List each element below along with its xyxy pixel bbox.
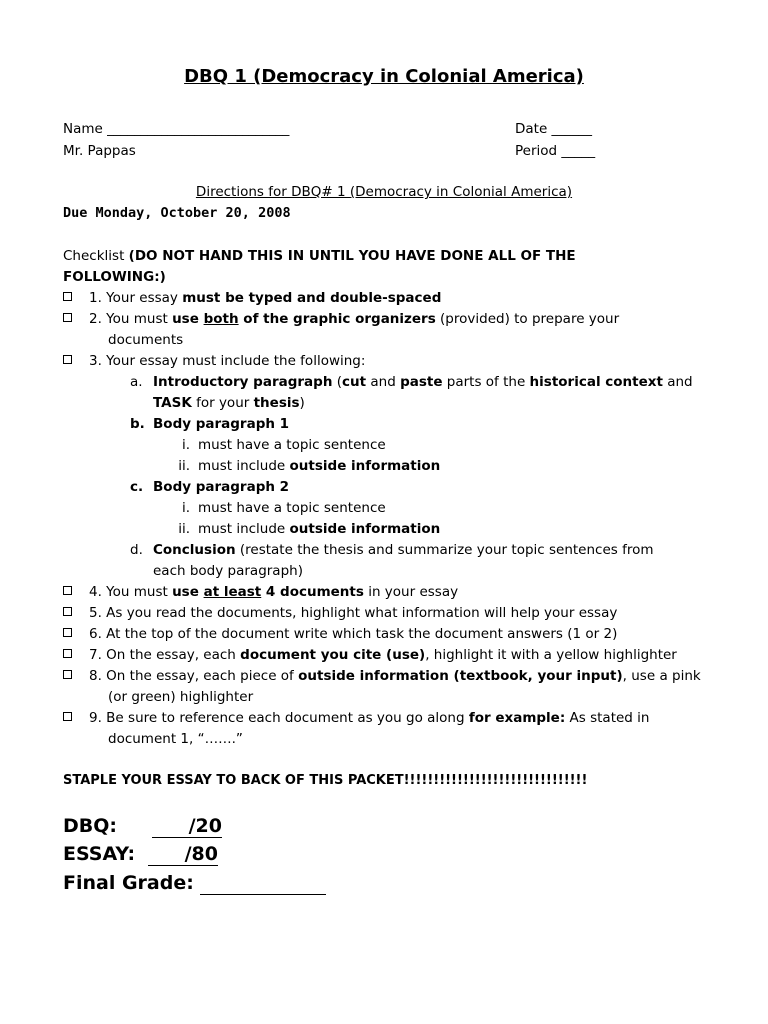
checklist-item-8-cont: (or green) highlighter xyxy=(108,689,254,705)
teacher-name: Mr. Pappas xyxy=(63,143,136,159)
directions-heading: Directions for DBQ# 1 (Democracy in Colonial America) xyxy=(195,184,573,200)
checklist-item-2: 2. You must use both of the graphic organizers (provided) to prepare your xyxy=(63,309,619,330)
checklist-label: Checklist xyxy=(63,248,129,264)
page-title: DBQ 1 (Democracy in Colonial America) xyxy=(184,66,584,87)
essay-score-label: ESSAY: xyxy=(63,843,136,865)
checkbox-icon[interactable] xyxy=(63,670,72,679)
checklist-item-7: 7. On the essay, each document you cite (use), highlight it with a yellow highlighter xyxy=(63,645,677,666)
checkbox-icon[interactable] xyxy=(63,712,72,721)
checklist-item-1: 1. Your essay must be typed and double-spaced xyxy=(63,288,441,309)
subitem-d: Conclusion (restate the thesis and summarize your topic sentences from xyxy=(153,542,654,558)
essay-score-field: /80 xyxy=(148,843,218,866)
subitem-c: Body paragraph 2 xyxy=(153,479,290,495)
subitem-c-ii-label: ii. xyxy=(178,521,190,537)
subitem-a-cont: TASK for your thesis) xyxy=(153,395,305,411)
checklist-item-9: 9. Be sure to reference each document as you go along for example: As stated in xyxy=(63,708,649,729)
checklist-item-3: 3. Your essay must include the following: xyxy=(63,351,365,372)
checkbox-icon[interactable] xyxy=(63,607,72,616)
subitem-b-ii: must include outside information xyxy=(198,458,441,474)
subitem-c-i: must have a topic sentence xyxy=(198,500,386,516)
checklist-item-8: 8. On the essay, each piece of outside information (textbook, your input), use a pink xyxy=(63,666,701,687)
dbq-score-field: /20 xyxy=(152,815,222,838)
period-field-label: Period _____ xyxy=(515,143,596,159)
checkbox-icon[interactable] xyxy=(63,649,72,658)
subitem-d-cont: each body paragraph) xyxy=(153,563,303,579)
subitem-a-label: a. xyxy=(130,374,143,390)
checkbox-icon[interactable] xyxy=(63,355,72,364)
subitem-c-i-label: i. xyxy=(181,500,190,516)
subitem-b-i-label: i. xyxy=(181,437,190,453)
name-field-label: Name ___________________________ xyxy=(63,121,290,137)
checklist-item-9-cont: document 1, “…….” xyxy=(108,731,243,747)
subitem-b-label: b. xyxy=(130,416,145,432)
checkbox-icon[interactable] xyxy=(63,292,72,301)
checklist-item-4: 4. You must use at least 4 documents in your essay xyxy=(63,582,458,603)
checkbox-icon[interactable] xyxy=(63,628,72,637)
checklist-item-5: 5. As you read the documents, highlight what information will help your essay xyxy=(63,603,617,624)
checklist-heading xyxy=(63,246,576,267)
checklist-instruction: (DO NOT HAND THIS IN UNTIL YOU HAVE DONE ALL OF THE xyxy=(128,248,576,264)
checklist-instruction-cont: FOLLOWING:) xyxy=(63,269,166,285)
subitem-c-ii: must include outside information xyxy=(198,521,441,537)
staple-instruction: STAPLE YOUR ESSAY TO BACK OF THIS PACKET!!!!!!!!!!!!!!!!!!!!!!!!!!!!!!! xyxy=(63,773,588,788)
due-date: Due Monday, October 20, 2008 xyxy=(63,205,291,221)
subitem-b: Body paragraph 1 xyxy=(153,416,290,432)
date-field-label: Date ______ xyxy=(515,121,593,137)
dbq-score-label: DBQ: xyxy=(63,815,118,837)
checkbox-icon[interactable] xyxy=(63,313,72,322)
checkbox-icon[interactable] xyxy=(63,586,72,595)
checklist-item-2-cont: documents xyxy=(108,332,184,348)
checklist-item-6: 6. At the top of the document write which task the document answers (1 or 2) xyxy=(63,624,617,645)
subitem-a: Introductory paragraph (cut and paste parts of the historical context and xyxy=(153,374,693,390)
final-grade-label: Final Grade: xyxy=(63,872,194,894)
final-grade-field[interactable] xyxy=(200,872,326,900)
subitem-b-i: must have a topic sentence xyxy=(198,437,386,453)
subitem-b-ii-label: ii. xyxy=(178,458,190,474)
subitem-d-label: d. xyxy=(130,542,143,558)
subitem-c-label: c. xyxy=(130,479,144,495)
